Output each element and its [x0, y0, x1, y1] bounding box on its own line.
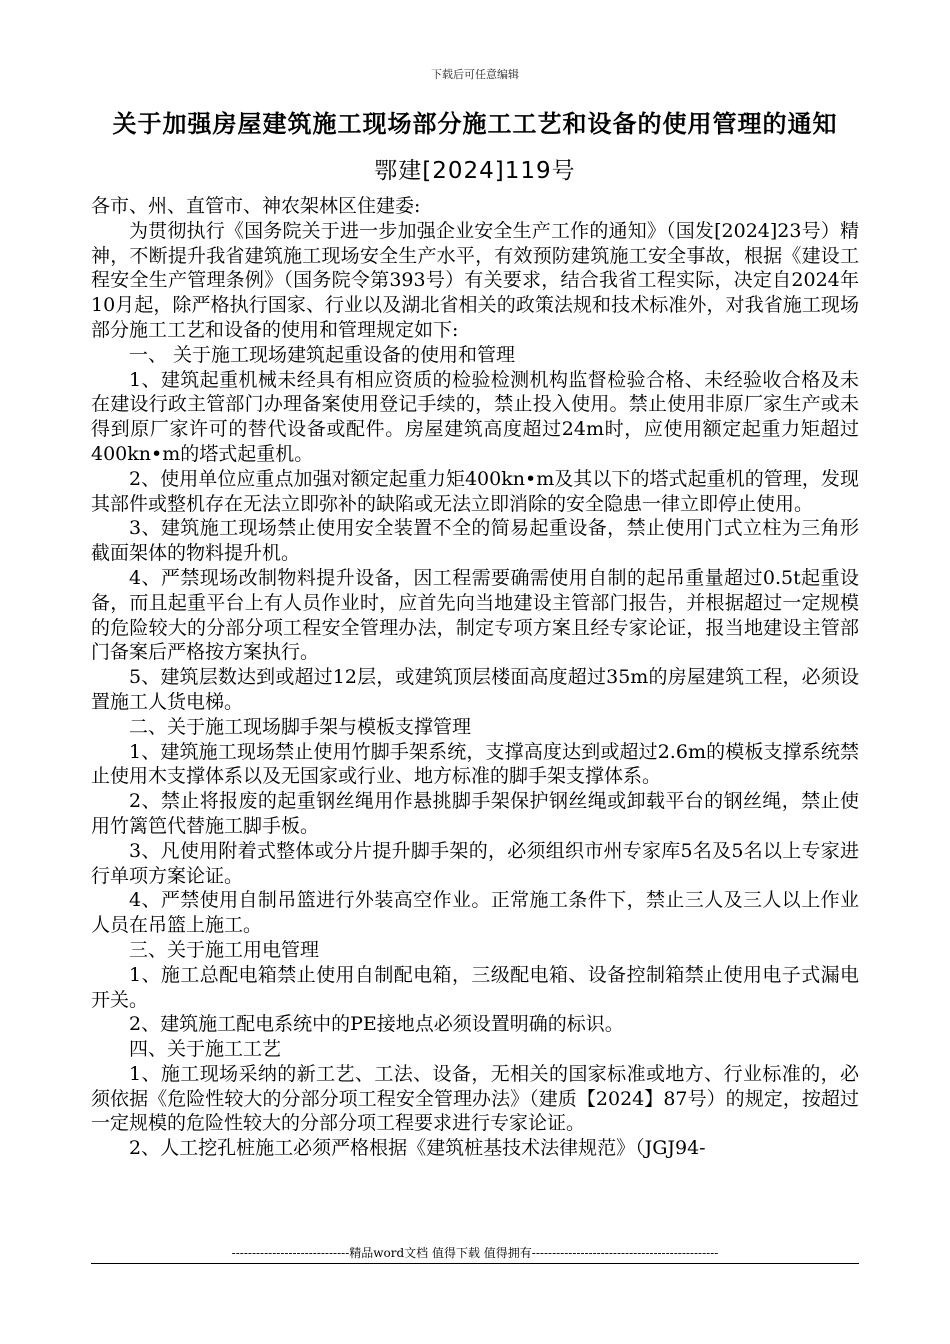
document-number: 鄂建[2024]119号 [374, 158, 576, 184]
section-heading-2: 二、关于施工现场脚手架与模板支撑管理 [129, 715, 472, 738]
paragraph: 5、建筑层数达到或超过12层，或建筑顶层楼面高度超过35m的房屋建筑工程，必须设置施工人货电梯。 [91, 666, 859, 713]
section-heading-4: 四、关于施工工艺 [129, 1038, 282, 1061]
section-heading-1: 一、 关于施工现场建筑起重设备的使用和管理 [129, 343, 516, 366]
paragraph: 1、建筑施工现场禁止使用竹脚手架系统，支撑高度达到或超过2.6m的模板支撑系统禁止使用木支撑体系以及无国家或行业、地方标准的脚手架支撑体系。 [91, 740, 859, 788]
addressee: 各市、州、直管市、神农架林区住建委: [91, 195, 421, 217]
paragraph: 1、施工现场采纳的新工艺、工法、设备，无相关的国家标准或地方、行业标准的，必须依据《危险性较大的分部分项工程安全管理办法》（建质【2024】87号）的规定，按超过一定规模的危险性较大的分部分项工程要求进行专家论证。 [91, 1062, 859, 1135]
paragraph: 3、建筑施工现场禁止使用安全装置不全的简易起重设备，禁止使用门式立柱为三角形截面架体的物料提升机。 [91, 517, 859, 565]
paragraph: 2、人工挖孔桩施工必须严格根据《建筑桩基技术法律规范》（JGJ94- [129, 1137, 706, 1160]
page-footer: -----------------------------精品word文档 值得下载 值得拥有---------------------------------------------- [231, 1246, 719, 1260]
paragraph: 3、凡使用附着式整体或分片提升脚手架的，必须组织市州专家库5名及5名以上专家进行单项方案论证。 [91, 839, 859, 887]
paragraph: 1、施工总配电箱禁止使用自制配电箱，三级配电箱、设备控制箱禁止使用电子式漏电开关。 [91, 963, 859, 1011]
section-heading-3: 三、关于施工用电管理 [129, 938, 320, 961]
paragraph: 1、建筑起重机械未经具有相应资质的检验检测机构监督检验合格、未经验收合格及未在建设行政主管部门办理备案使用登记手续的，禁止投入使用。禁止使用非原厂家生产或未得到原厂家许可的替代设备或配件。房屋建筑高度超过24m时，应使用额定起重力矩超过400kn•m的塔式起重机。 [91, 368, 859, 465]
document-title: 关于加强房屋建筑施工现场部分施工工艺和设备的使用管理的通知 [112, 110, 838, 138]
paragraph: 4、严禁使用自制吊篮进行外装高空作业。正常施工条件下，禁止三人及三人以上作业人员在吊篮上施工。 [91, 889, 859, 937]
paragraph: 2、使用单位应重点加强对额定起重力矩400kn•m及其以下的塔式起重机的管理，发现其部件或整机存在无法立即弥补的缺陷或无法立即消除的安全隐患一律立即停止使用。 [91, 467, 859, 515]
footer-divider [91, 1263, 859, 1264]
paragraph: 2、禁止将报废的起重钢丝绳用作悬挑脚手架保护钢丝绳或卸载平台的钢丝绳，禁止使用竹篱笆代替施工脚手板。 [91, 790, 859, 837]
document-body [91, 194, 859, 1161]
paragraph: 4、严禁现场改制物料提升设备，因工程需要确需使用自制的起吊重量超过0.5t起重设备，而且起重平台上有人员作业时，应首先向当地建设主管部门报告，并根据超过一定规模的危险较大的分部分项工程安全管理办法，制定专项方案且经专家论证，报当地建设主管部门备案后严格按方案执行。 [91, 566, 859, 664]
page-header: 下载后可任意编辑 [431, 68, 519, 81]
paragraph-intro: 为贯彻执行《国务院关于进一步加强企业安全生产工作的通知》（国发[2024]23号）精神，不断提升我省建筑施工现场安全生产水平，有效预防建筑施工安全事故，根据《建设工程安全生产管理条例》（国务院令第393号）有关要求，结合我省工程实际，决定自2024年10月起，除严格执行国家、行业以及湖北省相关的政策法规和技术标准外，对我省施工现场部分施工工艺和设备的使用和管理规定如下: [91, 219, 859, 341]
paragraph: 2、建筑施工配电系统中的PE接地点必须设置明确的标识。 [129, 1013, 624, 1036]
